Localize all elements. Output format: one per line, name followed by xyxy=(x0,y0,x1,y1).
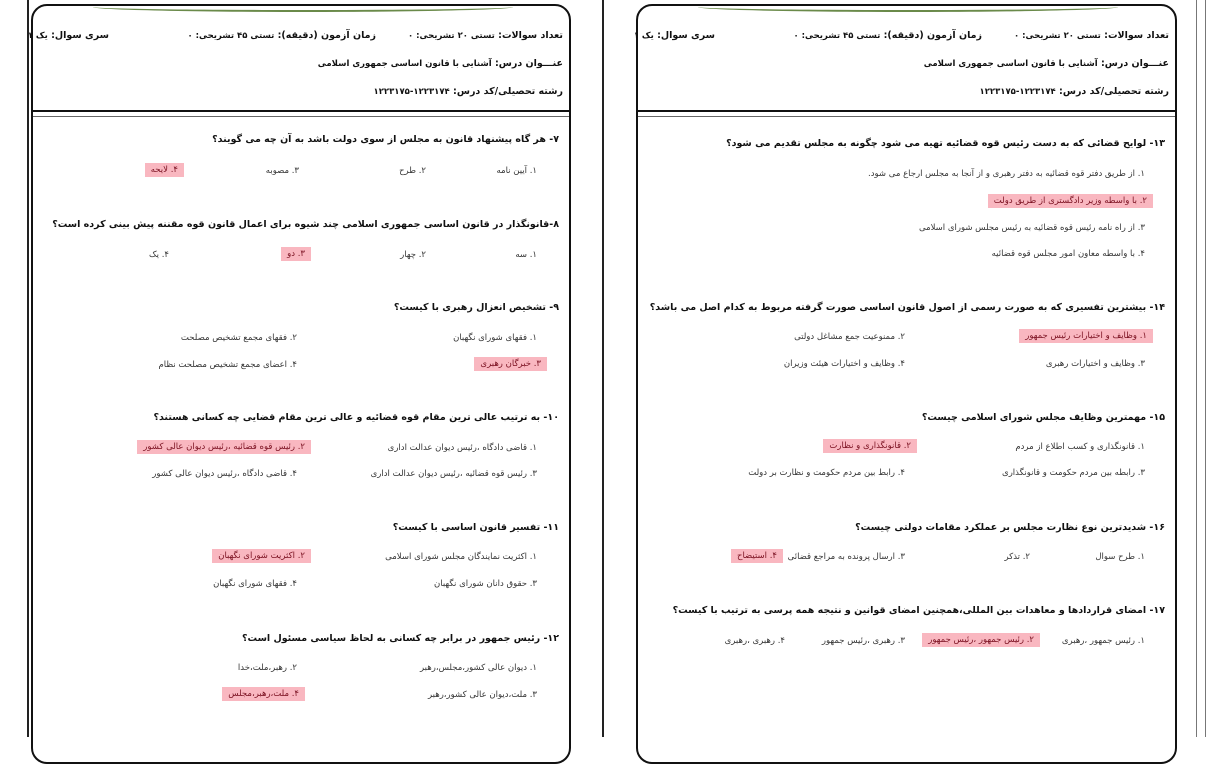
q11-option-1: ۱. اکثریت نمایندگان مجلس شورای اسلامی xyxy=(385,552,537,562)
question-12: ۱۲- رئیس جمهور در برابر چه کسانی به لحاظ سیاسی مسئول است؟ xyxy=(242,633,559,644)
q14-option-1-answer: ۱. وظایف و اختیارات رئیس جمهور xyxy=(1019,329,1153,343)
scan-border-left xyxy=(27,0,29,737)
q13-option-3: ۳. از راه نامه رئیس قوه قضائیه به رئیس مجلس شورای اسلامی xyxy=(918,223,1145,233)
question-7: ۷- هر گاه پیشنهاد قانون به مجلس از سوی دولت باشد به آن چه می گویند؟ xyxy=(212,134,559,145)
q15-option-3: ۳. رابطه بین مردم حکومت و قانونگذاری xyxy=(1002,468,1145,478)
q15-option-1: ۱. قانونگذاری و کسب اطلاع از مردم xyxy=(1015,442,1145,452)
q17-option-3: ۳. رهبری ،رئیس جمهور xyxy=(821,636,905,646)
q12-option-2: ۲. رهبر،ملت،خدا xyxy=(237,663,297,673)
question-11: ۱۱- تفسیر قانون اساسی با کیست؟ xyxy=(392,522,559,533)
q16-option-3: ۳. ارسال پرونده به مراجع قضائی xyxy=(787,552,905,562)
header-divider-right xyxy=(638,110,1175,112)
q10-option-2-answer: ۲. رئیس قوه قضائیه ،رئیس دیوان عالی کشور xyxy=(137,440,311,454)
q11-option-2-answer: ۲. اکثریت شورای نگهبان xyxy=(212,549,311,563)
question-count: تعداد سوالات: تستی ۲۰ تشریحی: ۰ xyxy=(408,30,563,41)
q10-option-4: ۴. قاضی دادگاه ،رئیس دیوان عالی کشور xyxy=(152,469,297,479)
q10-option-1: ۱. قاضی دادگاه ،رئیس دیوان عدالت اداری xyxy=(387,443,537,453)
q13-option-1: ۱. از طریق دفتر قوه قضائیه به دفتر رهبری و از آنجا به مجلس ارجاع می شود. xyxy=(868,169,1145,179)
q17-option-1: ۱. رئیس جمهور ،رهبری xyxy=(1061,636,1145,646)
question-9: ۹- تشخیص انعزال رهبری با کیست؟ xyxy=(393,302,559,313)
question-16: ۱۶- شدیدترین نوع نظارت مجلس بر عملکرد مقامات دولتی چیست؟ xyxy=(855,522,1165,533)
question-14: ۱۴- بیشترین تفسیری که به صورت رسمی از اصول قانون اساسی صورت گرفته مربوط به کدام اصل می باشد؟ xyxy=(649,302,1165,313)
q7-option-3: ۳. مصوبه xyxy=(265,166,299,176)
q13-option-4: ۴. با واسطه معاون امور مجلس قوه قضائیه xyxy=(991,249,1145,259)
q13-option-2-answer: ۲. با واسطه وزیر دادگستری از طریق دولت xyxy=(988,194,1153,208)
q12-option-4-answer: ۴. ملت،رهبر،مجلس xyxy=(222,687,305,701)
q8-option-1: ۱. سه xyxy=(515,250,537,260)
q14-option-2: ۲. ممنوعیت جمع مشاغل دولتی xyxy=(794,332,905,342)
scan-border-right xyxy=(1196,0,1197,737)
q7-option-2: ۲. طرح xyxy=(399,166,426,176)
question-series: سری سوال: یک ۱ xyxy=(27,30,109,41)
question-series-right: سری سوال: یک ۱ xyxy=(633,30,715,41)
q8-option-2: ۲. چهار xyxy=(400,250,426,260)
q11-option-3: ۳. حقوق دانان شورای نگهبان xyxy=(434,579,537,589)
exam-time: زمان آزمون (دقیقه): تستی ۴۵ تشریحی: ۰ xyxy=(187,30,376,41)
course-title: عنـــوان درس: آشنایی با قانون اساسی جمهوری اسلامی xyxy=(317,58,563,69)
course-code-right: رشته تحصیلی/کد درس: ۱۲۲۳۱۷۴-۱۲۲۳۱۷۵ xyxy=(979,86,1169,97)
course-code: رشته تحصیلی/کد درس: ۱۲۲۳۱۷۴-۱۲۲۳۱۷۵ xyxy=(373,86,563,97)
q16-option-1: ۱. طرح سوال xyxy=(1095,552,1145,562)
header-divider xyxy=(33,110,569,112)
question-15: ۱۵- مهمترین وظایف مجلس شورای اسلامی چیست؟ xyxy=(921,412,1165,423)
q9-option-2: ۲. فقهای مجمع تشخیص مصلحت xyxy=(180,333,297,343)
exam-time-right: زمان آزمون (دقیقه): تستی ۴۵ تشریحی: ۰ xyxy=(793,30,982,41)
scan-border-middle xyxy=(602,0,604,737)
page-top-curve xyxy=(93,2,513,12)
q9-option-4: ۴. اعضای مجمع تشخیص مصلحت نظام xyxy=(158,360,297,370)
question-17: ۱۷- امضای قراردادها و معاهدات بین المللی،همچنین امضای قوانین و نتیجه همه پرسی به ترتیب با کیست؟ xyxy=(672,605,1165,616)
exam-page-left xyxy=(27,4,571,764)
q11-option-4: ۴. فقهای شورای نگهبان xyxy=(213,579,297,589)
q17-option-2-answer: ۲. رئیس جمهور ،رئیس جمهور xyxy=(922,633,1040,647)
q7-option-4-answer: ۴. لایحه xyxy=(145,163,184,177)
exam-page-right xyxy=(633,4,1177,764)
header-divider-thin xyxy=(33,116,569,117)
question-13: ۱۳- لوایح قضائی که به دست رئیس قوه قضائیه تهیه می شود چگونه به مجلس تقدیم می شود؟ xyxy=(726,138,1165,149)
q9-option-1: ۱. فقهای شورای نگهبان xyxy=(453,333,537,343)
q7-option-1: ۱. آیین نامه xyxy=(496,166,537,176)
q14-option-4: ۴. وظایف و اختیارات هیئت وزیران xyxy=(783,359,905,369)
page-top-curve-right xyxy=(698,2,1118,12)
question-8: ۸-قانونگذار در قانون اساسی جمهوری اسلامی چند شیوه برای اعمال قانون قوه مقننه پیش بینی کرده است؟ xyxy=(52,219,559,230)
course-title-right: عنـــوان درس: آشنایی با قانون اساسی جمهوری اسلامی xyxy=(923,58,1169,69)
q9-option-3-answer: ۳. خبرگان رهبری xyxy=(474,357,547,371)
q8-option-4: ۴. یک xyxy=(149,250,169,260)
header-divider-thin-right xyxy=(638,116,1175,117)
scan-border-right-2 xyxy=(1205,0,1206,737)
q12-option-3: ۳. ملت،دیوان عالی کشور،رهبر xyxy=(427,690,537,700)
q14-option-3: ۳. وظایف و اختیارات رهبری xyxy=(1045,359,1145,369)
q16-option-4-answer: ۴. استیضاح xyxy=(731,549,783,563)
question-count-right: تعداد سوالات: تستی ۲۰ تشریحی: ۰ xyxy=(1014,30,1169,41)
q16-option-2: ۲. تذکر xyxy=(1004,552,1030,562)
q15-option-4: ۴. رابط بین مردم حکومت و نظارت بر دولت xyxy=(748,468,905,478)
q12-option-1: ۱. دیوان عالی کشور،مجلس،رهبر xyxy=(419,663,537,673)
q8-option-3-answer: ۳. دو xyxy=(281,247,311,261)
q15-option-2-answer: ۲. قانونگذاری و نظارت xyxy=(823,439,917,453)
q17-option-4: ۴. رهبری ،رهبری xyxy=(724,636,785,646)
q10-option-3: ۳. رئیس قوه قضائیه ،رئیس دیوان عدالت اداری xyxy=(370,469,537,479)
question-10: ۱۰- به ترتیب عالی ترین مقام قوه قضائیه و عالی ترین مقام قضایی چه کسانی هستند؟ xyxy=(153,412,559,423)
